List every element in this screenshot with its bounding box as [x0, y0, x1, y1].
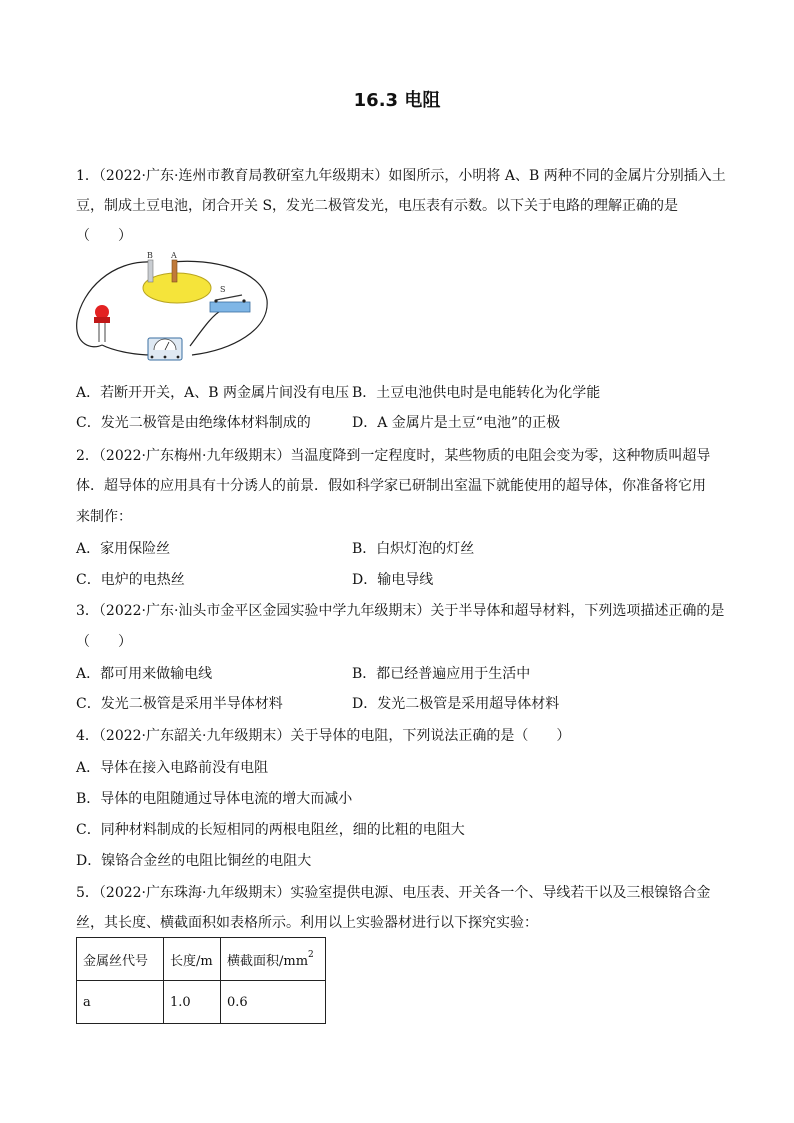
q4-option-a: A．导体在接入电路前没有电阻	[76, 760, 269, 776]
table-cell: 1.0	[164, 981, 221, 1024]
q3-option-d: D．发光二极管是采用超导体材料	[352, 696, 560, 712]
q3-text-line1: 3．（2022·广东·汕头市金平区金园实验中学九年级期末）关于半导体和超导材料，下列选项描述正确的是	[76, 603, 725, 619]
table-header-cell: 长度/m	[164, 938, 221, 981]
q2-text-line1: 2．（2022·广东梅州·九年级期末）当温度降到一定程度时，某些物质的电阻会变为零，这种物质叫超导	[76, 448, 711, 464]
wire-spec-table	[76, 937, 326, 1024]
q1-option-c: C．发光二极管是由绝缘体材料制成的	[76, 415, 311, 431]
q2-text-line2: 体．超导体的应用具有十分诱人的前景．假如科学家已研制出室温下就能使用的超导体，你准备将它用	[76, 478, 706, 494]
q3-option-a: A．都可用来做输电线	[76, 666, 213, 682]
q4-option-d: D．镍铬合金丝的电阻比铜丝的电阻大	[76, 853, 312, 869]
potato-battery-circuit-figure	[72, 250, 272, 370]
label-b: B	[147, 251, 153, 260]
table-header-cell: 金属丝代号	[77, 938, 164, 981]
table-header-superscript: 2	[308, 949, 314, 960]
label-s: S	[220, 285, 226, 294]
label-a: A	[171, 251, 177, 260]
q4-option-b: B．导体的电阻随通过导体电流的增大而减小	[76, 791, 353, 807]
metal-plate-b	[148, 260, 153, 282]
q2-option-d: D．输电导线	[352, 572, 434, 588]
table-header-text: 横截面积/mm	[227, 953, 309, 969]
q2-option-b: B．白炽灯泡的灯丝	[352, 541, 475, 557]
table-header-row	[77, 938, 326, 981]
table-row	[77, 981, 326, 1024]
q4-text-line1: 4．（2022·广东韶关·九年级期末）关于导体的电阻，下列说法正确的是（ ）	[76, 728, 571, 744]
q3-option-c: C．发光二极管是采用半导体材料	[76, 696, 283, 712]
table-cell: a	[77, 981, 164, 1024]
switch-s	[210, 295, 250, 312]
voltmeter	[148, 338, 182, 360]
q1-text-line1: 1．（2022·广东·连州市教育局教研室九年级期末）如图所示，小明将 A、B 两种不同的金属片分别插入土	[76, 168, 726, 184]
q1-text-line2: 豆，制成土豆电池，闭合开关 S，发光二极管发光，电压表有示数。以下关于电路的理解正确的是	[76, 198, 679, 214]
page-title: 16.3 电阻	[353, 90, 441, 111]
q1-option-b: B．土豆电池供电时是电能转化为化学能	[352, 385, 601, 401]
q5-text-line2: 丝，其长度、横截面积如表格所示。利用以上实验器材进行以下探究实验：	[76, 915, 538, 931]
q3-answer-paren: （ ）	[76, 634, 132, 650]
q2-text-line3: 来制作：	[76, 509, 132, 525]
metal-plate-a	[172, 260, 177, 282]
q3-option-b: B．都已经普遍应用于生活中	[352, 666, 531, 682]
q2-option-a: A．家用保险丝	[76, 541, 171, 557]
q2-option-c: C．电炉的电热丝	[76, 572, 185, 588]
table-cell: 0.6	[221, 981, 326, 1024]
led-bulb	[94, 305, 110, 342]
q4-option-c: C．同种材料制成的长短相同的两根电阻丝，细的比粗的电阻大	[76, 822, 465, 838]
q1-answer-paren: （ ）	[76, 228, 132, 244]
q1-option-a: A．若断开开关，A、B 两金属片间没有电压	[76, 385, 349, 401]
table-header-cell	[221, 938, 326, 981]
q1-option-d: D．A 金属片是土豆“电池”的正极	[352, 415, 561, 431]
q5-text-line1: 5．（2022·广东珠海·九年级期末）实验室提供电源、电压表、开关各一个、导线若干以及三根镍铬合金	[76, 885, 711, 901]
